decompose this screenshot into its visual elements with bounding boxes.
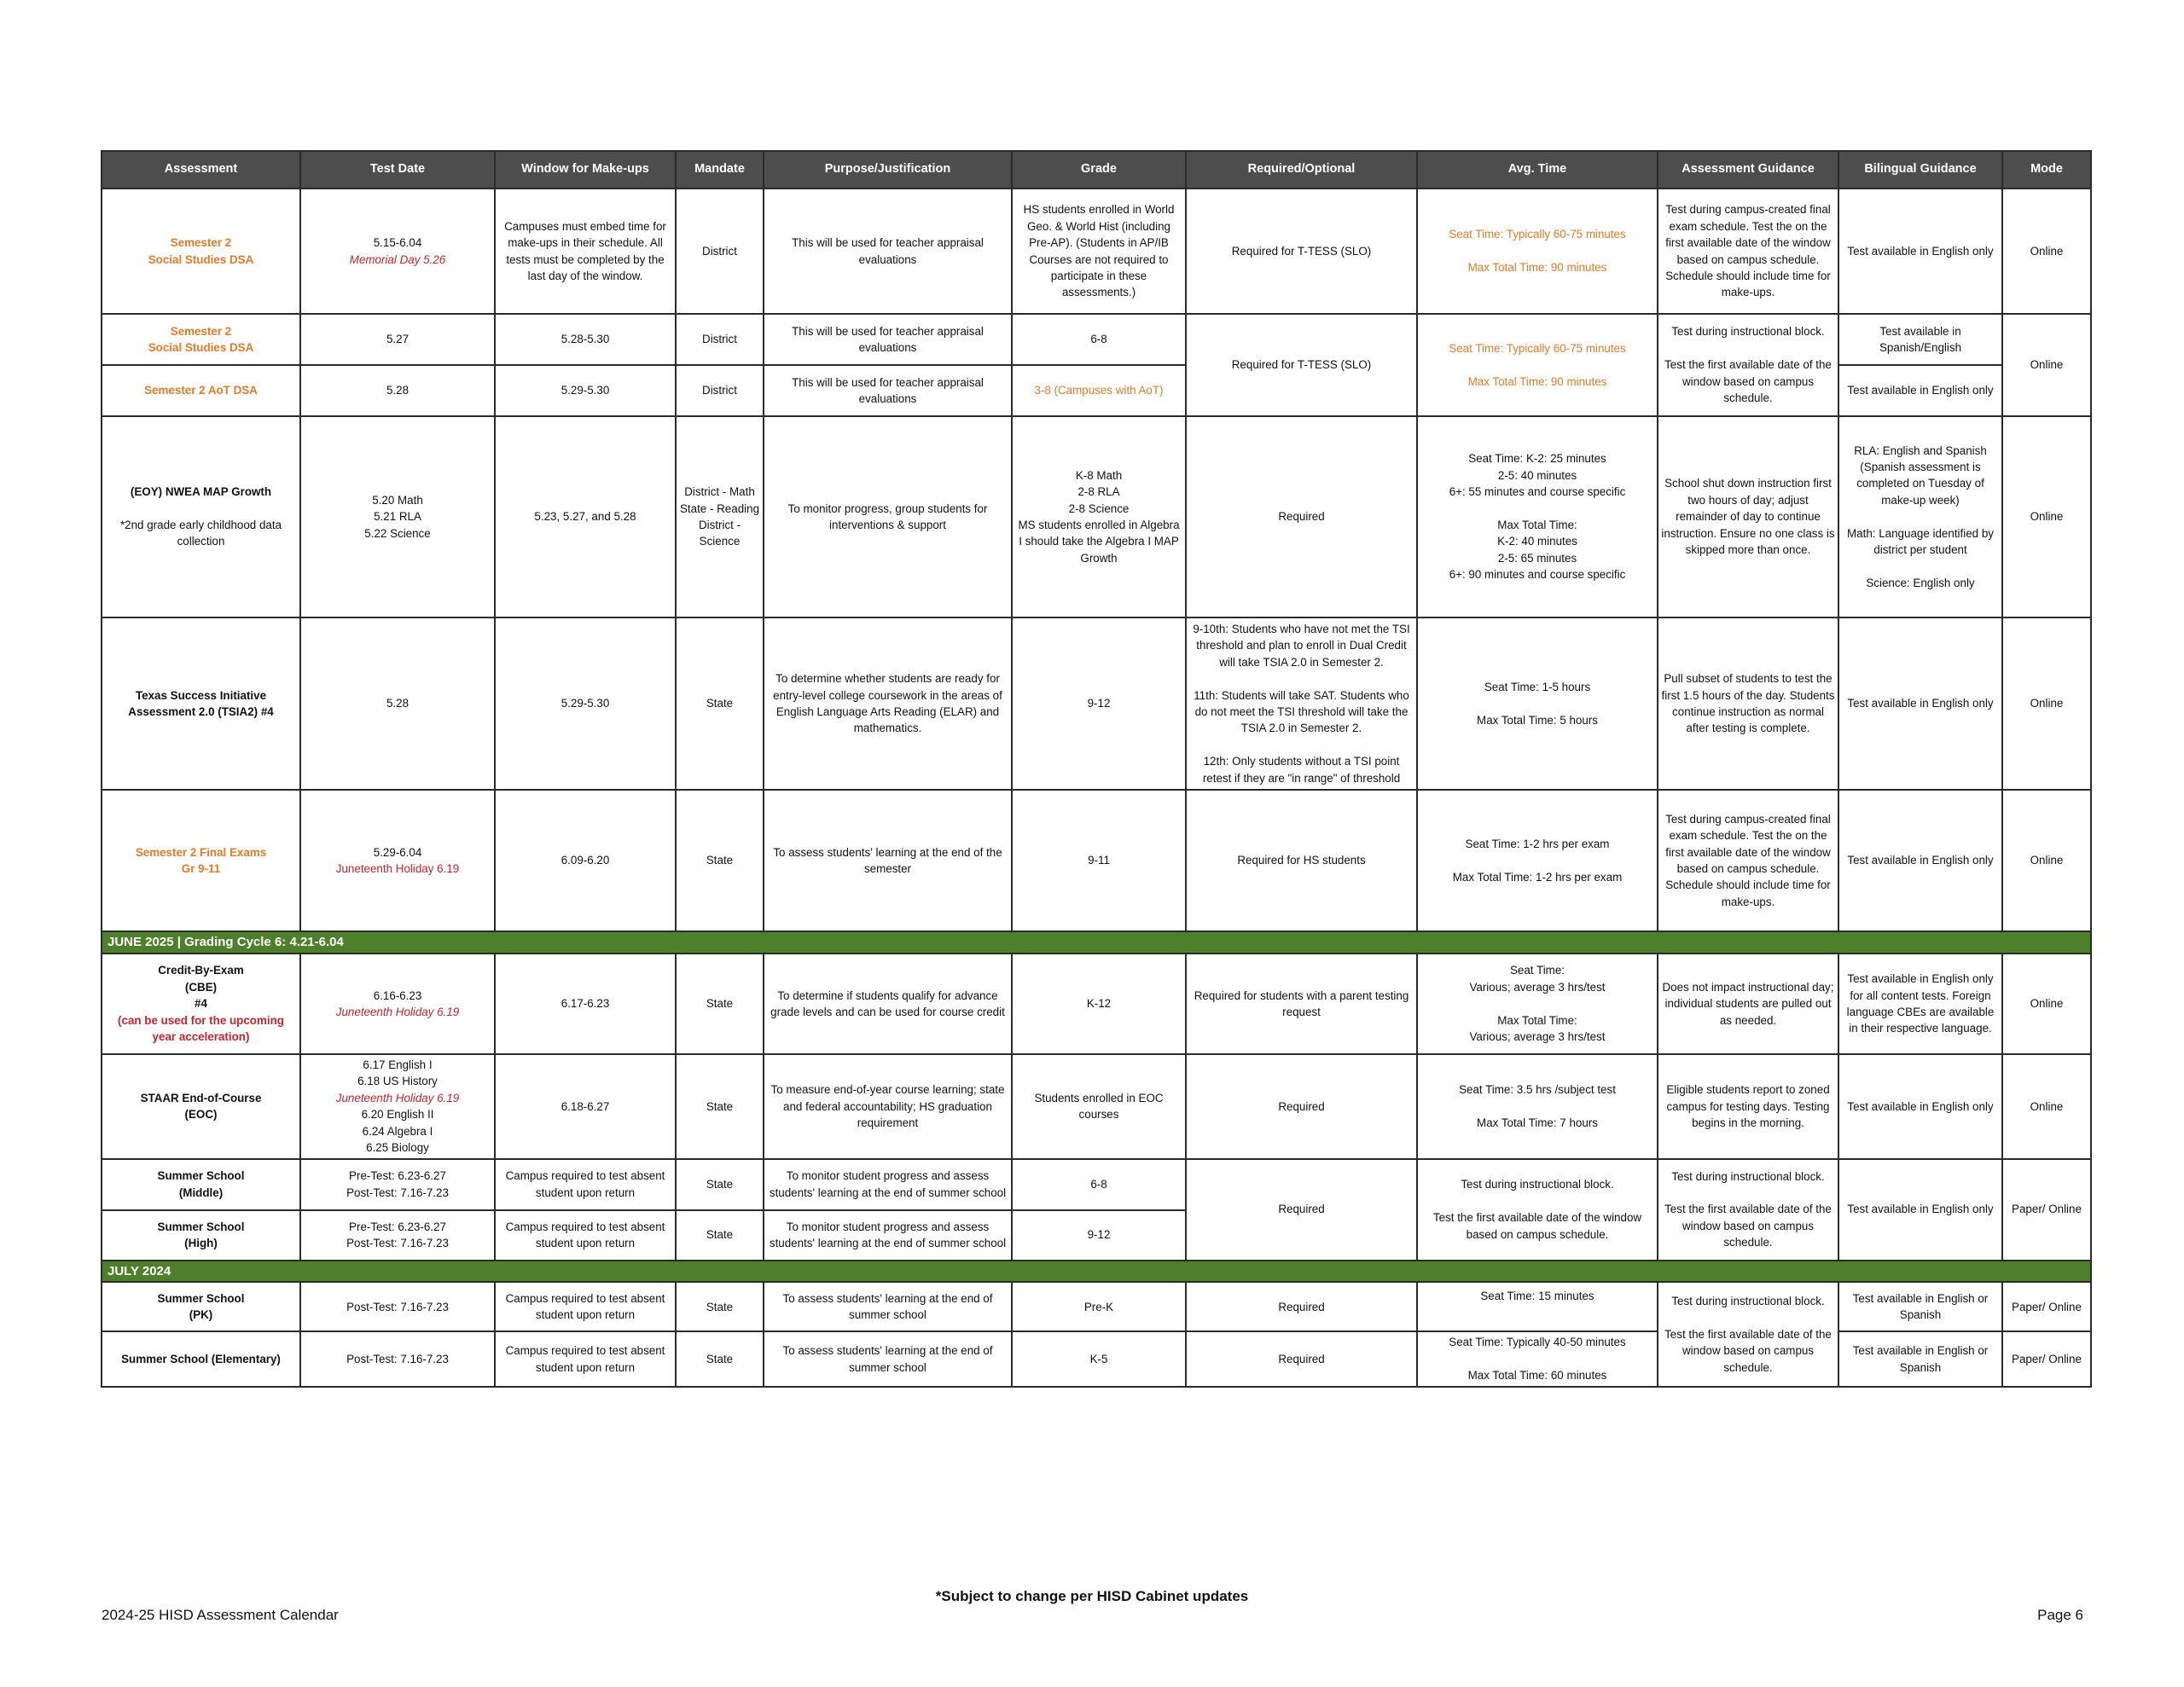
purpose-cell: To monitor progress, group students for interventions & support (764, 416, 1012, 617)
makeups-cell: 6.17-6.23 (495, 954, 676, 1054)
bilingual-line: RLA: English and Spanish (Spanish assessment is completed on Tuesday of make-up week) (1854, 443, 1987, 507)
test-date-cell: Post-Test: 7.16-7.23 (300, 1282, 495, 1331)
assessment-cell (102, 617, 300, 790)
mandate-cell: State (676, 1282, 764, 1331)
makeups-cell: 6.09-6.20 (495, 790, 676, 931)
avg-time-cell (1417, 617, 1658, 790)
purpose-cell: To determine whether students are ready for entry-level college coursework in the areas of English Language Arts Reading (ELAR) and mathematics. (764, 617, 1012, 790)
makeups-cell: 6.18-6.27 (495, 1054, 676, 1159)
table-row (102, 188, 2091, 314)
holiday-note: Juneteenth Holiday 6.19 (335, 1091, 460, 1104)
section-label-july: JULY 2024 (102, 1261, 2091, 1283)
col-header-grade: Grade (1012, 151, 1186, 188)
guidance-cell (1658, 314, 1838, 416)
seat-time: Seat Time: 3.5 hrs /subject test (1459, 1083, 1616, 1097)
guidance-line: Test the first available date of the window based on campus schedule. (1664, 1327, 1832, 1374)
guidance-line: Test during instructional block. (1671, 325, 1825, 339)
grade-line: K-8 Math (1075, 468, 1123, 482)
makeups-cell: Campus required to test absent student upon return (495, 1210, 676, 1261)
mandate-cell: District (676, 314, 764, 365)
avg-time-cell (1417, 188, 1658, 314)
guidance-line: Test the first available date of the window based on campus schedule. (1664, 1203, 1832, 1249)
avg-time-cell (1417, 1054, 1658, 1159)
assessment-name: Credit-By-Exam (158, 964, 244, 977)
footer-disclaimer: *Subject to change per HISD Cabinet updates (935, 1588, 1249, 1604)
col-header-mode: Mode (2002, 151, 2091, 188)
assessment-name: (EOC) (184, 1108, 218, 1122)
test-date: 6.25 Biology (366, 1141, 429, 1155)
footer-page-number: Page 6 (2037, 1607, 2083, 1623)
bilingual-cell: Test available in English only (1838, 1054, 2002, 1159)
test-date: Post-Test: 7.16-7.23 (346, 1237, 449, 1250)
avg-time-cell (1417, 416, 1658, 617)
avg-time-cell (1417, 790, 1658, 931)
bilingual-cell: Test available in English only (1838, 188, 2002, 314)
grade-line: MS students enrolled in Algebra I should take the Algebra I MAP Growth (1018, 519, 1180, 565)
grade-cell: 9-12 (1012, 617, 1186, 790)
test-date-cell (300, 1159, 495, 1210)
required-cell: Required (1186, 1054, 1417, 1159)
required-cell (1186, 617, 1417, 790)
guidance-cell (1658, 1159, 1838, 1261)
purpose-cell: To determine if students qualify for advance grade levels and can be used for course credit (764, 954, 1012, 1054)
col-header-assessment: Assessment (102, 151, 300, 188)
purpose-cell: This will be used for teacher appraisal evaluations (764, 188, 1012, 314)
grade-cell: HS students enrolled in World Geo. & World Hist (including Pre-AP). (Students in AP/IB Courses are not required to participate in these assessments.) (1012, 188, 1186, 314)
col-header-mandate: Mandate (676, 151, 764, 188)
assessment-cell (102, 954, 300, 1054)
required-line: 12th: Only students without a TSI point retest if they are "in range" of threshold (1202, 755, 1401, 785)
table-row (102, 617, 2091, 790)
assessment-cell (102, 314, 300, 365)
guidance-line: Test the first available date of the window based on campus schedule. (1664, 358, 1832, 405)
avg-time-cell (1417, 1331, 1658, 1386)
holiday-note: Juneteenth Holiday 6.19 (335, 1006, 460, 1018)
mode-cell: Paper/ Online (2002, 1331, 2091, 1386)
purpose-cell: To assess students' learning at the end of the semester (764, 790, 1012, 931)
guidance-cell: Eligible students report to zoned campus for testing days. Testing begins in the morning. (1658, 1054, 1838, 1159)
avg-time-cell (1417, 1159, 1658, 1261)
test-date-cell (300, 188, 495, 314)
makeups-cell: 5.29-5.30 (495, 617, 676, 790)
avg-time-cell (1417, 314, 1658, 416)
time-line: Various; average 3 hrs/test (1469, 1030, 1606, 1044)
seat-time: Seat Time: Typically 60-75 minutes (1449, 341, 1626, 355)
mandate-cell (676, 416, 764, 617)
test-date-cell (300, 416, 495, 617)
col-header-avg-time: Avg. Time (1417, 151, 1658, 188)
assessment-name: Gr 9-11 (181, 862, 221, 875)
mandate-line: District - Science (698, 519, 741, 548)
seat-time: Seat Time: Typically 60-75 minutes (1449, 228, 1626, 241)
time-line: 6+: 90 minutes and course specific (1449, 568, 1626, 582)
table-row (102, 1159, 2091, 1210)
test-date-cell (300, 954, 495, 1054)
avg-time-cell (1417, 954, 1658, 1054)
bilingual-cell: Test available in English only (1838, 617, 2002, 790)
test-date: 6.20 English II (361, 1108, 434, 1122)
purpose-cell: This will be used for teacher appraisal evaluations (764, 365, 1012, 416)
guidance-cell: Does not impact instructional day; individual students are pulled out as needed. (1658, 954, 1838, 1054)
guidance-cell: Test during campus-created final exam schedule. Test the on the first available date of the window based on campus schedule. Schedule should include time for make-ups. (1658, 790, 1838, 931)
seat-time: Seat Time: 1-2 hrs per exam (1465, 837, 1610, 850)
purpose-cell: To assess students' learning at the end of summer school (764, 1331, 1012, 1386)
table-row (102, 416, 2091, 617)
test-date-cell (300, 1054, 495, 1159)
footer-document-title: 2024-25 HISD Assessment Calendar (102, 1607, 339, 1623)
holiday-note: Juneteenth Holiday 6.19 (335, 862, 460, 875)
table-row (102, 954, 2091, 1054)
grade-line: 2-8 RLA (1077, 485, 1120, 499)
guidance-cell: School shut down instruction first two hours of day; adjust remainder of day to continue instruction. Ensure no one class is skipped more than once. (1658, 416, 1838, 617)
assessment-name: Summer School (157, 1220, 245, 1233)
mode-cell: Online (2002, 790, 2091, 931)
test-date-cell (300, 790, 495, 931)
time-line: Test the first available date of the window based on campus schedule. (1432, 1211, 1642, 1241)
test-date: 5.29-6.04 (373, 845, 422, 859)
grade-cell: 6-8 (1012, 314, 1186, 365)
mode-cell: Online (2002, 416, 2091, 617)
mandate-cell: State (676, 1159, 764, 1210)
assessment-cell (102, 1282, 300, 1331)
test-date: 5.20 Math (372, 493, 423, 507)
makeups-cell: 5.28-5.30 (495, 314, 676, 365)
assessment-name: STAAR End-of-Course (140, 1091, 262, 1104)
purpose-cell: To assess students' learning at the end of summer school (764, 1282, 1012, 1331)
mode-cell: Paper/ Online (2002, 1159, 2091, 1261)
required-line: 11th: Students will take SAT. Students who do not meet the TSI threshold will take the TSIA 2.0 in Semester 2. (1194, 688, 1409, 735)
col-header-guidance: Assessment Guidance (1658, 151, 1838, 188)
bilingual-cell (1838, 416, 2002, 617)
mandate-line: District - Math (684, 485, 755, 499)
test-date-cell: 5.28 (300, 617, 495, 790)
table-row (102, 1054, 2091, 1159)
mode-cell: Online (2002, 1054, 2091, 1159)
test-date: 5.21 RLA (374, 510, 421, 524)
makeups-cell: Campus required to test absent student upon return (495, 1331, 676, 1386)
max-time: Max Total Time: 1-2 hrs per exam (1452, 870, 1623, 884)
mandate-cell: State (676, 617, 764, 790)
bilingual-line: Math: Language identified by district per student (1847, 526, 1994, 557)
assessment-name: #4 (195, 997, 207, 1011)
holiday-note: Memorial Day 5.26 (349, 252, 446, 266)
test-date-cell: Post-Test: 7.16-7.23 (300, 1331, 495, 1386)
col-header-required: Required/Optional (1186, 151, 1417, 188)
test-date: Pre-Test: 6.23-6.27 (349, 1169, 446, 1183)
grade-cell: Pre-K (1012, 1282, 1186, 1331)
makeups-cell: Campuses must embed time for make-ups in their schedule. All tests must be completed by the last day of the window. (495, 188, 676, 314)
test-date: Pre-Test: 6.23-6.27 (349, 1220, 446, 1233)
guidance-cell: Pull subset of students to test the first 1.5 hours of the day. Students continue instruction as normal after testing is complete. (1658, 617, 1838, 790)
assessment-cell: Semester 2 AoT DSA (102, 365, 300, 416)
table-row (102, 1282, 2091, 1331)
section-label-june: JUNE 2025 | Grading Cycle 6: 4.21-6.04 (102, 931, 2091, 954)
required-line: 9-10th: Students who have not met the TSI threshold and plan to enroll in Dual Credit will take TSIA 2.0 in Semester 2. (1193, 622, 1410, 669)
assessment-note: (can be used for the upcoming year acceleration) (118, 1013, 284, 1044)
guidance-cell: Test during campus-created final exam schedule. Test the on the first available date of the window based on campus schedule. Schedule should include time for make-ups. (1658, 188, 1838, 314)
header-row (102, 151, 2091, 188)
col-header-purpose: Purpose/Justification (764, 151, 1012, 188)
col-header-bilingual: Bilingual Guidance (1838, 151, 2002, 188)
grade-line: 2-8 Science (1068, 501, 1130, 515)
makeups-cell: 5.29-5.30 (495, 365, 676, 416)
assessment-cell (102, 1210, 300, 1261)
bilingual-cell: Test available in English only for all content tests. Foreign language CBEs are available in their respective language. (1838, 954, 2002, 1054)
time-line: Max Total Time: (1497, 519, 1577, 531)
guidance-cell (1658, 1282, 1838, 1386)
time-line: Seat Time: K-2: 25 minutes (1468, 452, 1606, 466)
avg-time-cell: Seat Time: 15 minutes (1417, 1282, 1658, 1331)
assessment-name: Semester 2 Final Exams (135, 845, 267, 859)
assessment-name: (Middle) (178, 1186, 224, 1199)
time-line: 2-5: 65 minutes (1497, 551, 1577, 565)
time-line: K-2: 40 minutes (1497, 535, 1577, 548)
time-line: 2-5: 40 minutes (1497, 468, 1577, 482)
assessment-name: Social Studies DSA (148, 341, 254, 354)
col-header-test-date: Test Date (300, 151, 495, 188)
bilingual-cell: Test available in English or Spanish (1838, 1282, 2002, 1331)
mandate-cell: District (676, 188, 764, 314)
section-row (102, 931, 2091, 954)
bilingual-cell: Test available in English or Spanish (1838, 1331, 2002, 1386)
bilingual-cell: Test available in English only (1838, 1159, 2002, 1261)
seat-time: Seat Time: Typically 40-50 minutes (1449, 1336, 1626, 1349)
mandate-cell: State (676, 1331, 764, 1386)
test-date-cell (300, 1210, 495, 1261)
bilingual-cell: Test available in English only (1838, 365, 2002, 416)
time-line: Max Total Time: (1497, 1013, 1577, 1027)
time-line: Seat Time: (1509, 964, 1565, 977)
mandate-cell: State (676, 954, 764, 1054)
purpose-cell: This will be used for teacher appraisal evaluations (764, 314, 1012, 365)
assessment-name: Semester 2 (170, 236, 232, 250)
test-date: Post-Test: 7.16-7.23 (346, 1186, 449, 1199)
assessment-cell (102, 1159, 300, 1210)
table-row (102, 314, 2091, 365)
grade-cell: 9-11 (1012, 790, 1186, 931)
assessment-cell (102, 790, 300, 931)
assessment-name: Assessment 2.0 (TSIA2) #4 (128, 705, 274, 718)
test-date: 6.18 US History (357, 1075, 438, 1088)
mode-cell: Online (2002, 617, 2091, 790)
assessment-cell (102, 1054, 300, 1159)
assessment-note: *2nd grade early childhood data collection (119, 519, 282, 548)
test-date-cell: 5.27 (300, 314, 495, 365)
mode-cell: Online (2002, 188, 2091, 314)
purpose-cell: To measure end-of-year course learning; state and federal accountability; HS graduation requirement (764, 1054, 1012, 1159)
assessment-name: Texas Success Initiative (135, 688, 267, 702)
time-line: 6+: 55 minutes and course specific (1449, 485, 1626, 499)
assessment-name: Semester 2 (170, 324, 232, 338)
mode-cell: Online (2002, 314, 2091, 416)
mode-cell: Online (2002, 954, 2091, 1054)
table-row (102, 790, 2091, 931)
grade-cell: Students enrolled in EOC courses (1012, 1054, 1186, 1159)
mode-cell: Paper/ Online (2002, 1282, 2091, 1331)
assessment-cell (102, 416, 300, 617)
max-time: Max Total Time: 90 minutes (1467, 261, 1607, 275)
assessment-cell (102, 188, 300, 314)
assessment-name: (PK) (189, 1308, 213, 1322)
seat-time: Seat Time: 1-5 hours (1484, 680, 1591, 693)
makeups-cell: Campus required to test absent student upon return (495, 1282, 676, 1331)
grade-cell: 3-8 (Campuses with AoT) (1012, 365, 1186, 416)
assessment-calendar-table (101, 150, 2092, 1388)
makeups-cell: 5.23, 5.27, and 5.28 (495, 416, 676, 617)
grade-cell: K-5 (1012, 1331, 1186, 1386)
grade-cell: K-12 (1012, 954, 1186, 1054)
bilingual-cell: Test available in English only (1838, 790, 2002, 931)
purpose-cell: To monitor student progress and assess students' learning at the end of summer school (764, 1210, 1012, 1261)
test-date: 5.15-6.04 (373, 236, 422, 250)
time-line: Various; average 3 hrs/test (1469, 980, 1606, 994)
col-header-makeups: Window for Make-ups (495, 151, 676, 188)
test-date: 6.17 English I (363, 1058, 433, 1071)
required-cell: Required (1186, 1282, 1417, 1331)
mandate-cell: State (676, 790, 764, 931)
required-cell: Required (1186, 416, 1417, 617)
test-date: 5.22 Science (364, 526, 431, 540)
required-cell: Required for T-TESS (SLO) (1186, 188, 1417, 314)
assessment-name: Summer School (157, 1169, 245, 1183)
required-cell: Required (1186, 1331, 1417, 1386)
grade-cell (1012, 416, 1186, 617)
mandate-line: State - Reading (679, 501, 760, 515)
guidance-line: Test during instructional block. (1671, 1169, 1825, 1183)
makeups-cell: Campus required to test absent student upon return (495, 1159, 676, 1210)
test-date-cell: 5.28 (300, 365, 495, 416)
grade-cell: 6-8 (1012, 1159, 1186, 1210)
assessment-name: (High) (184, 1237, 218, 1250)
max-time: Max Total Time: 60 minutes (1467, 1369, 1607, 1383)
mandate-cell: State (676, 1054, 764, 1159)
required-cell: Required (1186, 1159, 1417, 1261)
required-cell: Required for T-TESS (SLO) (1186, 314, 1417, 416)
mandate-cell: State (676, 1210, 764, 1261)
max-time: Max Total Time: 90 minutes (1467, 374, 1607, 388)
guidance-line: Test during instructional block. (1671, 1294, 1825, 1307)
purpose-cell: To monitor student progress and assess students' learning at the end of summer school (764, 1159, 1012, 1210)
max-time: Max Total Time: 7 hours (1477, 1116, 1598, 1130)
required-cell: Required for students with a parent testing request (1186, 954, 1417, 1054)
max-time: Max Total Time: 5 hours (1477, 713, 1598, 727)
grade-cell: 9-12 (1012, 1210, 1186, 1261)
mandate-cell: District (676, 365, 764, 416)
bilingual-line: Science: English only (1866, 577, 1975, 590)
assessment-name: Summer School (157, 1291, 245, 1305)
bilingual-cell: Test available in Spanish/English (1838, 314, 2002, 365)
test-date: 6.16-6.23 (373, 988, 422, 1002)
time-line: Test during instructional block. (1461, 1178, 1614, 1191)
section-row (102, 1261, 2091, 1283)
assessment-name: (CBE) (184, 980, 218, 994)
test-date: 6.24 Algebra I (362, 1124, 433, 1138)
assessment-name: (EOY) NWEA MAP Growth (130, 485, 272, 499)
assessment-name: Social Studies DSA (148, 252, 254, 266)
required-cell: Required for HS students (1186, 790, 1417, 931)
assessment-cell: Summer School (Elementary) (102, 1331, 300, 1386)
